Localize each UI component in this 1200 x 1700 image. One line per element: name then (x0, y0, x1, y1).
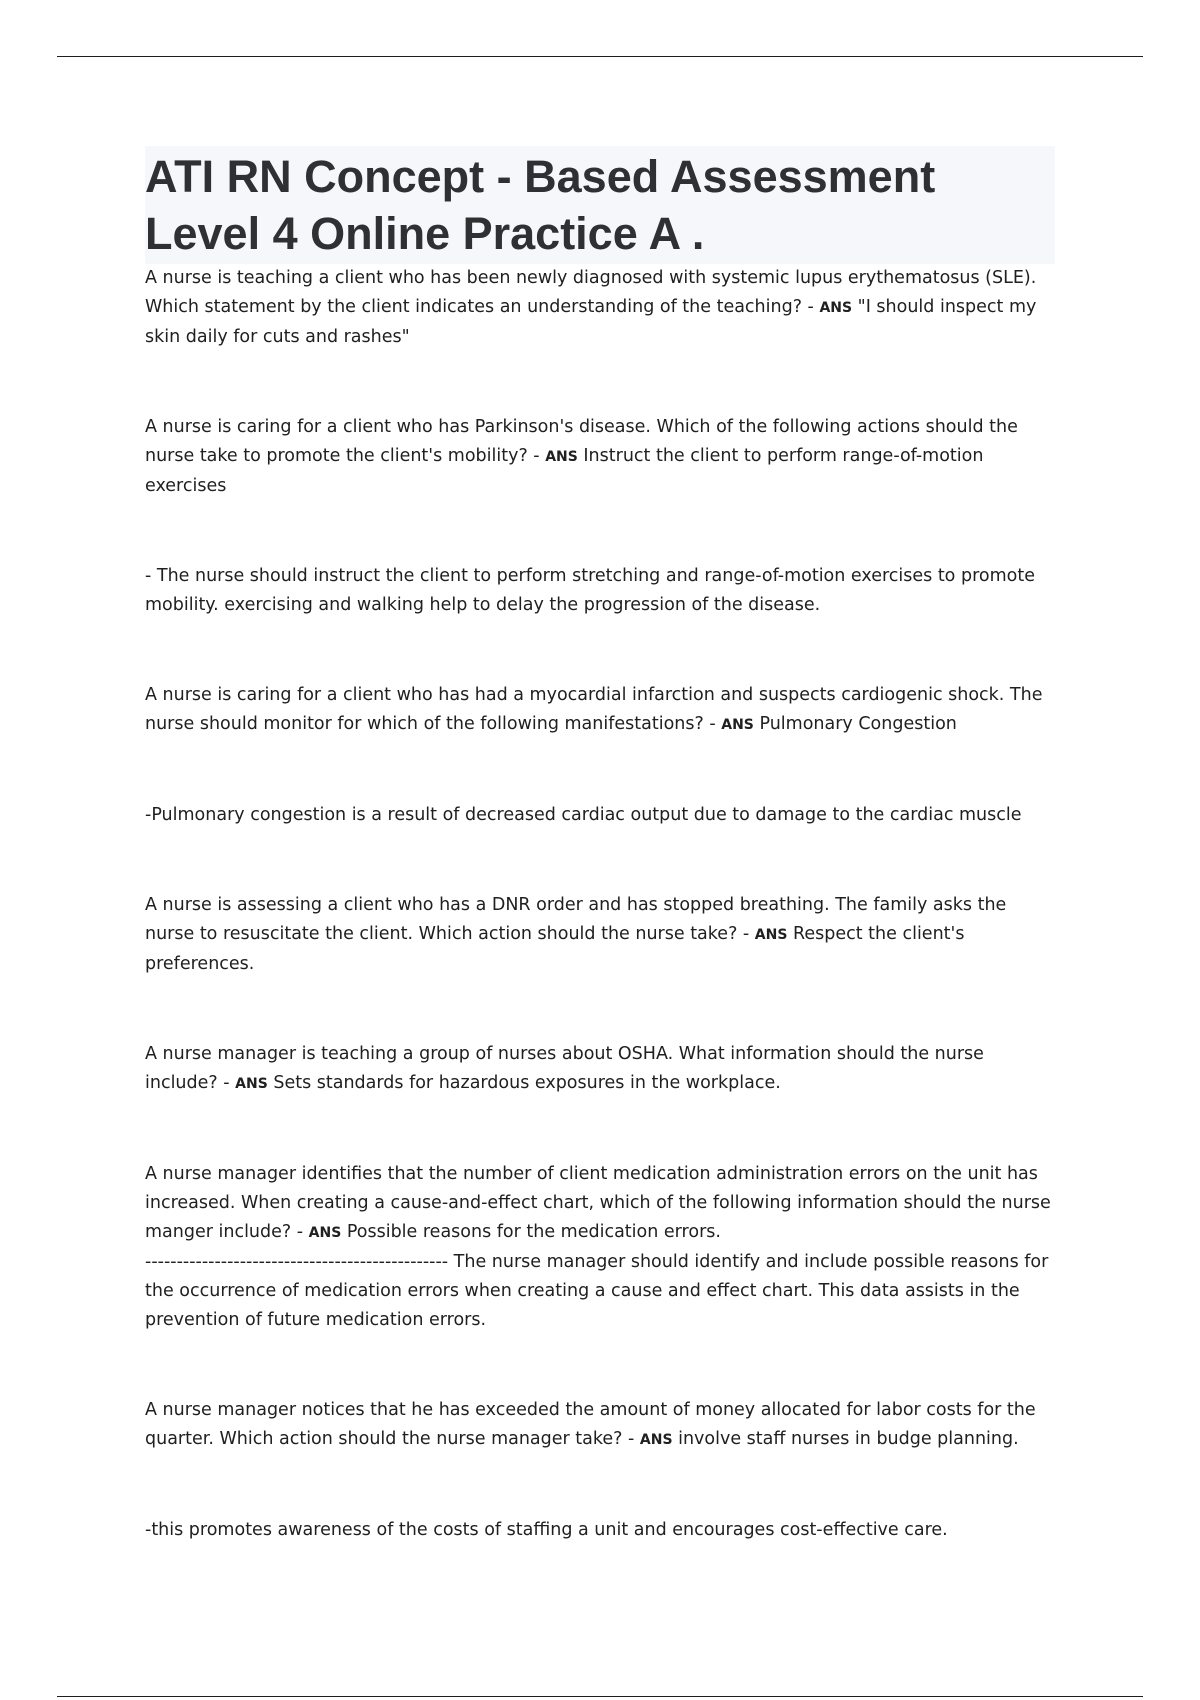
bottom-rule (57, 1696, 1143, 1697)
ans-label: ANS (235, 1076, 268, 1092)
question-text: A nurse is caring for a client who has Parkinson's disease. Which of the following actions should the nurse take to promote the client's mobility? - (145, 417, 1018, 466)
answer-text: involve staff nurses in budge planning. (672, 1429, 1019, 1449)
ans-label: ANS (308, 1225, 342, 1241)
qa-entry-1 (145, 264, 1055, 352)
explanation-text: ------------------------------------------------ The nurse manager should identify and include possible reasons for the occurrence of medication errors when creating a cause and effect chart. This data assists in the prevention of future medication errors. (145, 1252, 1049, 1330)
answer-text: Instruct the client to perform range-of-motion exercises (145, 446, 984, 496)
question-text: A nurse is caring for a client who has had a myocardial infarction and suspects cardiogenic shock. The nurse should monitor for which of the following manifestations? - (145, 685, 1043, 734)
page-title: ATI RN Concept - Based Assessment Level 4 Online Practice A . (145, 151, 936, 259)
answer-text: Sets standards for hazardous exposures in the workplace. (267, 1073, 781, 1093)
question-text: A nurse manager identifies that the number of client medication administration errors on the unit has increased. When creating a cause-and-effect chart, which of the following information should the nurse manger include? - (145, 1164, 1051, 1242)
rationale-entry-7: -this promotes awareness of the costs of staffing a unit and encourages cost-effective care. (145, 1520, 948, 1540)
ans-label: ANS (639, 1432, 673, 1448)
question-text: A nurse manager notices that he has exceeded the amount of money allocated for labor costs for the quarter. Which action should the nurse manager take? - (145, 1400, 1036, 1449)
rationale-entry-2: - The nurse should instruct the client to perform stretching and range-of-motion exercises to promote mobility. exercising and walking help to delay the progression of the disease. (145, 566, 1035, 615)
question-text: A nurse is teaching a client who has been newly diagnosed with systemic lupus erythematosus (SLE). Which statement by the client indicates an understanding of the teaching? - (145, 268, 1037, 317)
ans-label: ANS (819, 300, 853, 316)
ans-label: ANS (721, 717, 754, 733)
answer-text: "I should inspect my skin daily for cuts and rashes" (145, 297, 1037, 347)
ans-label: ANS (545, 449, 578, 465)
qa-entry-5 (145, 1040, 1055, 1099)
answer-text: Pulmonary Congestion (753, 714, 957, 734)
qa-entry-4 (145, 891, 1055, 979)
ans-label: ANS (754, 927, 788, 943)
qa-entry-7 (145, 1396, 1055, 1455)
question-text: A nurse manager is teaching a group of nurses about OSHA. What information should the nurse include? - (145, 1044, 984, 1093)
answer-text: Respect the client's preferences. (145, 924, 965, 974)
qa-entry-2 (145, 413, 1055, 501)
top-rule (57, 56, 1143, 57)
qa-entry-6 (145, 1160, 1055, 1335)
answer-text: Possible reasons for the medication errors. (341, 1222, 721, 1242)
qa-entry-3 (145, 681, 1055, 740)
question-text: A nurse is assessing a client who has a DNR order and has stopped breathing. The family asks the nurse to resuscitate the client. Which action should the nurse take? - (145, 895, 1007, 944)
document-body (145, 146, 1055, 1545)
rationale-entry-3: -Pulmonary congestion is a result of decreased cardiac output due to damage to the cardiac muscle (145, 805, 1022, 825)
title-block (145, 146, 1055, 264)
